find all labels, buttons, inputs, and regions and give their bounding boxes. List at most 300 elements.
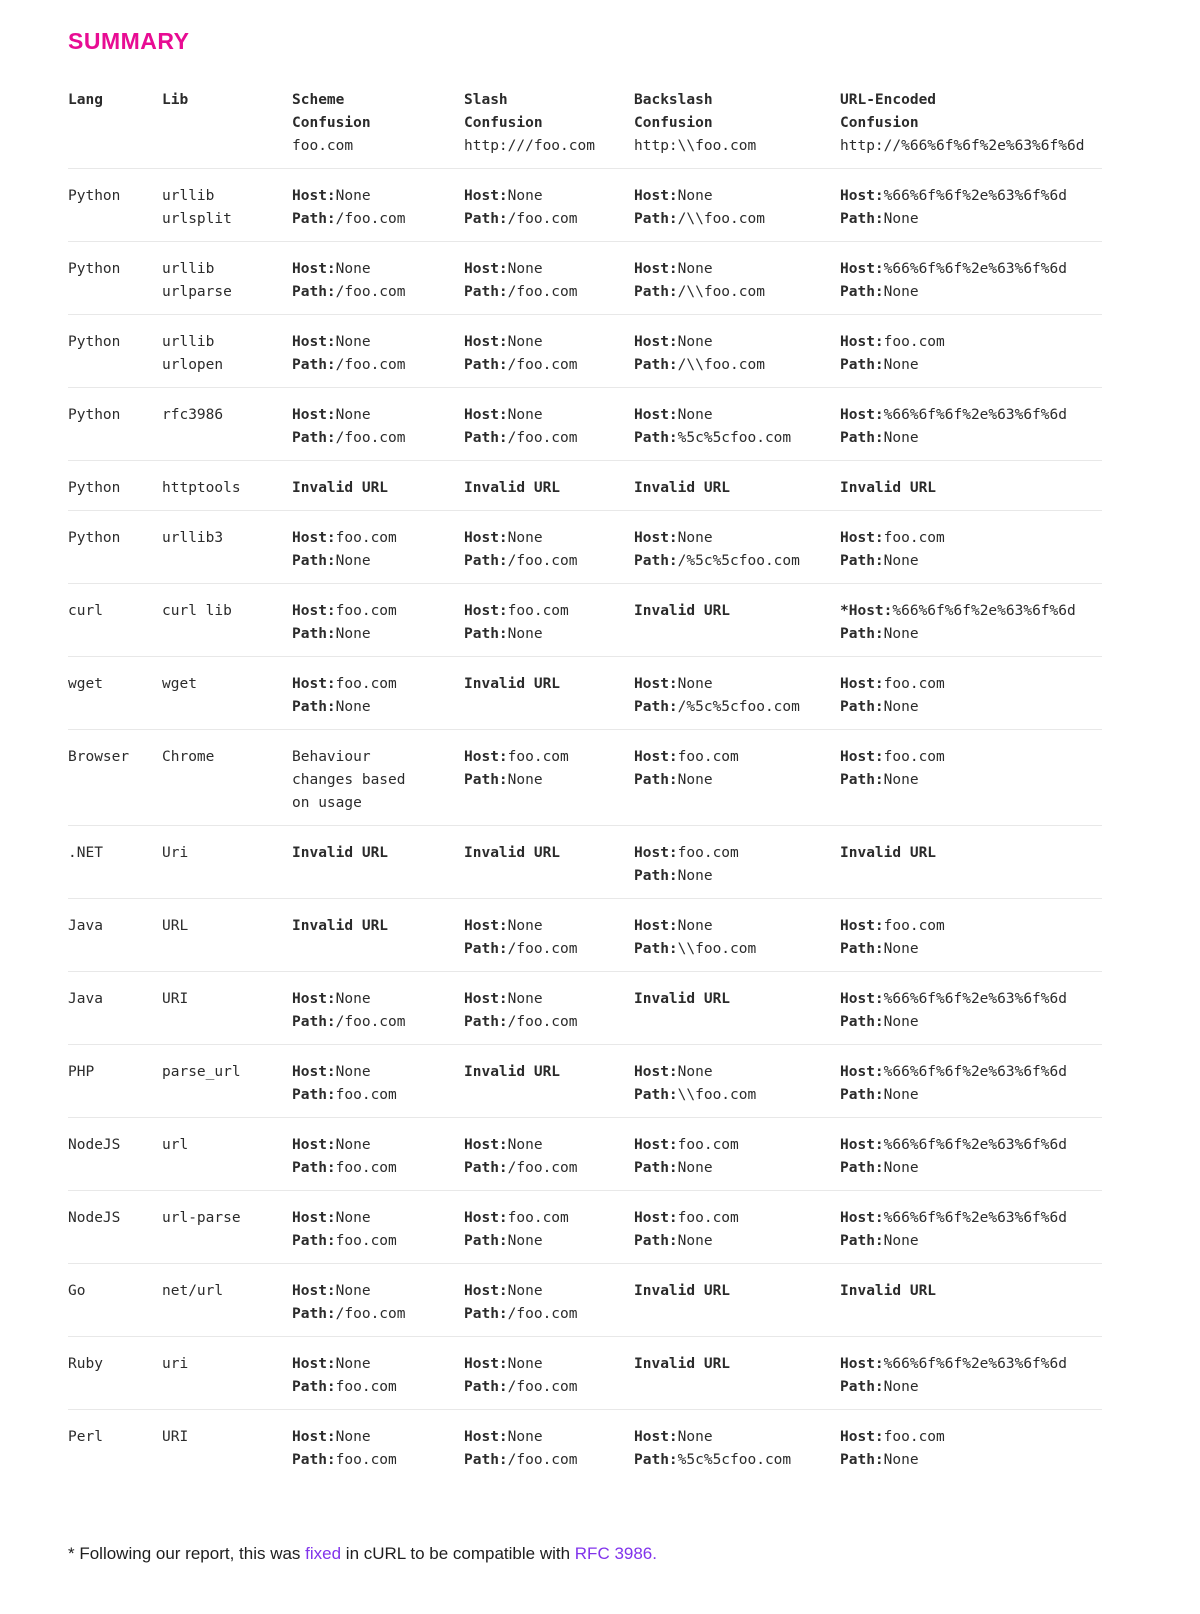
table-row xyxy=(68,241,1102,314)
kv-value: None xyxy=(883,699,919,715)
column-header-label: Lang xyxy=(68,92,103,108)
kv-key: Path: xyxy=(464,430,508,446)
kv-value: foo.com xyxy=(883,676,945,692)
kv-value: /foo.com xyxy=(335,211,406,227)
invalid-url-label: Invalid URL xyxy=(840,480,937,496)
kv-value: None xyxy=(335,1210,371,1226)
result-cell xyxy=(464,1061,634,1107)
kv-key: Path: xyxy=(292,553,336,569)
result-cell xyxy=(292,477,464,500)
result-cell xyxy=(292,527,464,573)
kv-value: None xyxy=(883,1233,919,1249)
invalid-url-label: Invalid URL xyxy=(464,480,561,496)
lang-cell: Browser xyxy=(68,749,130,765)
kv-value: /foo.com xyxy=(335,284,406,300)
kv-value: foo.com xyxy=(335,1233,397,1249)
table-row xyxy=(68,656,1102,729)
table-row xyxy=(68,729,1102,825)
kv-key: Path: xyxy=(292,1233,336,1249)
result-cell xyxy=(840,1207,1102,1253)
lang-cell: Python xyxy=(68,407,121,423)
kv-value: %66%6f%6f%2e%63%6f%6d xyxy=(883,1137,1067,1153)
result-cell xyxy=(292,1280,464,1326)
kv-value: %66%6f%6f%2e%63%6f%6d xyxy=(883,261,1067,277)
kv-value: foo.com xyxy=(677,1210,739,1226)
kv-key: Path: xyxy=(292,626,336,642)
result-cell xyxy=(464,1134,634,1180)
lib-line: rfc3986 xyxy=(162,407,224,423)
table-row xyxy=(68,1117,1102,1190)
result-cell xyxy=(292,988,464,1034)
kv-key: Host: xyxy=(634,1429,678,1445)
kv-value: None xyxy=(507,1137,543,1153)
result-cell xyxy=(840,477,1102,500)
lib-cell xyxy=(162,1134,292,1180)
kv-value: None xyxy=(507,261,543,277)
kv-key: Host: xyxy=(464,1429,508,1445)
result-cell xyxy=(292,746,464,815)
result-cell xyxy=(634,915,840,961)
table-row xyxy=(68,510,1102,583)
kv-value: /foo.com xyxy=(507,357,578,373)
column-header-backslash xyxy=(634,89,840,158)
kv-value: None xyxy=(507,1356,543,1372)
lib-line: url xyxy=(162,1137,189,1153)
kv-value: foo.com xyxy=(677,1137,739,1153)
kv-key: Path: xyxy=(840,1087,884,1103)
kv-value: None xyxy=(507,407,543,423)
lib-line: net/url xyxy=(162,1283,224,1299)
footnote-text: * Following our report, this was xyxy=(68,1544,306,1563)
kv-key: Host: xyxy=(634,1210,678,1226)
kv-value: None xyxy=(677,334,713,350)
lang-cell: curl xyxy=(68,603,103,619)
lib-line: Uri xyxy=(162,845,189,861)
column-header-lib xyxy=(162,89,292,158)
column-header-label: Confusion xyxy=(840,115,919,131)
kv-key: Path: xyxy=(464,772,508,788)
kv-value: None xyxy=(677,1429,713,1445)
kv-value: %66%6f%6f%2e%63%6f%6d xyxy=(892,603,1076,619)
lib-cell xyxy=(162,185,292,231)
kv-key: Host: xyxy=(840,676,884,692)
kv-value: None xyxy=(335,261,371,277)
kv-value: foo.com xyxy=(335,1452,397,1468)
kv-key: Path: xyxy=(634,211,678,227)
kv-key: Path: xyxy=(634,430,678,446)
kv-key: Host: xyxy=(292,530,336,546)
kv-value: None xyxy=(677,1160,713,1176)
kv-key: Path: xyxy=(634,941,678,957)
kv-value: /foo.com xyxy=(335,1014,406,1030)
result-cell xyxy=(840,746,1102,815)
result-cell xyxy=(464,746,634,815)
lang-cell: Java xyxy=(68,918,103,934)
kv-key: Host: xyxy=(292,1210,336,1226)
column-header-slash xyxy=(464,89,634,158)
kv-value: %66%6f%6f%2e%63%6f%6d xyxy=(883,1210,1067,1226)
kv-key: Path: xyxy=(634,357,678,373)
kv-value: None xyxy=(335,1356,371,1372)
result-cell xyxy=(464,673,634,719)
kv-key: Path: xyxy=(840,941,884,957)
lang-cell: Python xyxy=(68,334,121,350)
kv-value: foo.com xyxy=(335,676,397,692)
kv-value: /foo.com xyxy=(507,553,578,569)
result-cell xyxy=(464,477,634,500)
kv-key: Host: xyxy=(840,530,884,546)
kv-key: Path: xyxy=(840,553,884,569)
kv-key: Path: xyxy=(840,357,884,373)
lib-line: urllib3 xyxy=(162,530,224,546)
lang-cell: Python xyxy=(68,188,121,204)
lang-cell: wget xyxy=(68,676,103,692)
kv-value: /foo.com xyxy=(335,430,406,446)
kv-key: Path: xyxy=(634,699,678,715)
kv-key: Host: xyxy=(634,1064,678,1080)
kv-key: Host: xyxy=(634,845,678,861)
lib-cell xyxy=(162,746,292,815)
kv-key: Host: xyxy=(464,991,508,1007)
column-example-url: http:///foo.com xyxy=(464,138,595,154)
kv-key: Path: xyxy=(464,284,508,300)
kv-key: Host: xyxy=(292,334,336,350)
kv-key: Host: xyxy=(292,188,336,204)
kv-key: Host: xyxy=(840,1210,884,1226)
kv-key: Host: xyxy=(464,1283,508,1299)
column-header-url-encoded xyxy=(840,89,1102,158)
kv-value: foo.com xyxy=(677,749,739,765)
kv-value: None xyxy=(507,1233,543,1249)
lib-cell xyxy=(162,988,292,1034)
kv-value: /foo.com xyxy=(335,1306,406,1322)
table-row xyxy=(68,1190,1102,1263)
lib-line: urlsplit xyxy=(162,211,232,227)
behaviour-note: Behaviour changes based on usage xyxy=(292,749,406,811)
lib-line: curl lib xyxy=(162,603,232,619)
result-cell xyxy=(464,1280,634,1326)
kv-value: None xyxy=(335,553,371,569)
invalid-url-label: Invalid URL xyxy=(634,603,731,619)
result-cell xyxy=(464,404,634,450)
lib-line: urllib xyxy=(162,261,215,277)
lib-line: parse_url xyxy=(162,1064,241,1080)
kv-key: Path: xyxy=(840,430,884,446)
lang-cell: Ruby xyxy=(68,1356,103,1372)
lib-line: URL xyxy=(162,918,189,934)
result-cell xyxy=(464,185,634,231)
table-row xyxy=(68,898,1102,971)
kv-value: /foo.com xyxy=(335,357,406,373)
lib-cell xyxy=(162,600,292,646)
kv-key: Host: xyxy=(634,407,678,423)
kv-key: Path: xyxy=(634,553,678,569)
kv-value: None xyxy=(507,991,543,1007)
kv-key: Host: xyxy=(634,530,678,546)
column-header-lang xyxy=(68,89,162,158)
kv-value: foo.com xyxy=(335,530,397,546)
kv-value: None xyxy=(883,772,919,788)
kv-key: Path: xyxy=(634,868,678,884)
kv-value: None xyxy=(335,1064,371,1080)
kv-value: None xyxy=(335,1137,371,1153)
invalid-url-label: Invalid URL xyxy=(840,845,937,861)
kv-key: Path: xyxy=(292,357,336,373)
result-cell xyxy=(634,477,840,500)
lib-cell xyxy=(162,1426,292,1472)
kv-key: Path: xyxy=(292,1379,336,1395)
lib-cell xyxy=(162,258,292,304)
kv-key: Path: xyxy=(464,211,508,227)
lib-cell xyxy=(162,1353,292,1399)
result-cell xyxy=(464,258,634,304)
result-cell xyxy=(840,1134,1102,1180)
result-cell xyxy=(292,258,464,304)
kv-value: None xyxy=(507,530,543,546)
kv-value: None xyxy=(883,941,919,957)
kv-key: Path: xyxy=(464,357,508,373)
column-header-label: Scheme xyxy=(292,92,345,108)
kv-value: None xyxy=(883,1452,919,1468)
kv-value: None xyxy=(883,1160,919,1176)
result-cell xyxy=(464,331,634,377)
lib-line: httptools xyxy=(162,480,241,496)
kv-value: None xyxy=(883,1087,919,1103)
result-cell xyxy=(840,1061,1102,1107)
table-row xyxy=(68,1263,1102,1336)
kv-value: None xyxy=(335,1283,371,1299)
kv-value: %66%6f%6f%2e%63%6f%6d xyxy=(883,1356,1067,1372)
column-header-label: Lib xyxy=(162,92,189,108)
result-cell xyxy=(464,527,634,573)
kv-key: Host: xyxy=(634,261,678,277)
kv-value: None xyxy=(883,284,919,300)
result-cell xyxy=(840,673,1102,719)
result-cell xyxy=(840,404,1102,450)
kv-key: *Host: xyxy=(840,603,893,619)
kv-key: Path: xyxy=(292,1160,336,1176)
kv-value: foo.com xyxy=(507,1210,569,1226)
kv-value: None xyxy=(335,334,371,350)
lib-line: urllib xyxy=(162,188,215,204)
kv-value: None xyxy=(507,1429,543,1445)
column-example-url: http://%66%6f%6f%2e%63%6f%6d xyxy=(840,138,1085,154)
result-cell xyxy=(634,1207,840,1253)
kv-key: Path: xyxy=(840,699,884,715)
lang-cell: Perl xyxy=(68,1429,103,1445)
kv-key: Host: xyxy=(464,918,508,934)
lib-cell xyxy=(162,915,292,961)
kv-value: /foo.com xyxy=(507,284,578,300)
footnote-link[interactable]: fixed xyxy=(305,1544,342,1563)
kv-key: Host: xyxy=(840,1064,884,1080)
invalid-url-label: Invalid URL xyxy=(634,1356,731,1372)
kv-key: Host: xyxy=(464,261,508,277)
kv-key: Host: xyxy=(464,1137,508,1153)
invalid-url-label: Invalid URL xyxy=(464,676,561,692)
kv-value: %5c%5cfoo.com xyxy=(677,1452,792,1468)
kv-key: Path: xyxy=(840,772,884,788)
kv-key: Host: xyxy=(840,261,884,277)
lang-cell: NodeJS xyxy=(68,1210,121,1226)
kv-key: Path: xyxy=(292,699,336,715)
kv-key: Host: xyxy=(292,991,336,1007)
column-header-label: Confusion xyxy=(464,115,543,131)
kv-value: /\\foo.com xyxy=(677,284,765,300)
table-row xyxy=(68,168,1102,241)
kv-key: Path: xyxy=(464,1014,508,1030)
kv-key: Host: xyxy=(840,991,884,1007)
result-cell xyxy=(840,1353,1102,1399)
invalid-url-label: Invalid URL xyxy=(292,480,389,496)
column-header-scheme xyxy=(292,89,464,158)
kv-key: Host: xyxy=(292,676,336,692)
result-cell xyxy=(292,331,464,377)
kv-key: Host: xyxy=(840,1356,884,1372)
result-cell xyxy=(634,404,840,450)
kv-key: Host: xyxy=(292,1064,336,1080)
kv-key: Path: xyxy=(464,553,508,569)
kv-value: None xyxy=(677,261,713,277)
kv-value: /foo.com xyxy=(507,941,578,957)
column-example-url: foo.com xyxy=(292,138,354,154)
result-cell xyxy=(840,915,1102,961)
result-cell xyxy=(292,404,464,450)
kv-value: None xyxy=(507,1283,543,1299)
column-example-url: http:\\foo.com xyxy=(634,138,757,154)
kv-value: None xyxy=(335,991,371,1007)
kv-key: Host: xyxy=(464,530,508,546)
kv-value: None xyxy=(507,626,543,642)
lib-line: url-parse xyxy=(162,1210,241,1226)
kv-value: %5c%5cfoo.com xyxy=(677,430,792,446)
kv-value: None xyxy=(507,918,543,934)
kv-value: /foo.com xyxy=(507,1452,578,1468)
lib-line: URI xyxy=(162,991,189,1007)
kv-key: Path: xyxy=(840,211,884,227)
table-row xyxy=(68,583,1102,656)
kv-value: None xyxy=(677,188,713,204)
kv-key: Host: xyxy=(840,407,884,423)
column-header-label: URL-Encoded xyxy=(840,92,937,108)
kv-key: Path: xyxy=(292,211,336,227)
kv-value: /\\foo.com xyxy=(677,357,765,373)
kv-key: Host: xyxy=(292,1283,336,1299)
result-cell xyxy=(634,673,840,719)
lib-cell xyxy=(162,404,292,450)
table-row xyxy=(68,971,1102,1044)
kv-value: /%5c%5cfoo.com xyxy=(677,699,800,715)
kv-key: Path: xyxy=(634,1452,678,1468)
result-cell xyxy=(840,331,1102,377)
kv-key: Path: xyxy=(840,1233,884,1249)
result-cell xyxy=(840,842,1102,888)
result-cell xyxy=(634,988,840,1034)
kv-value: None xyxy=(883,553,919,569)
column-header-label: Confusion xyxy=(634,115,713,131)
kv-key: Host: xyxy=(634,1137,678,1153)
lang-cell: Java xyxy=(68,991,103,1007)
kv-key: Host: xyxy=(840,1137,884,1153)
kv-key: Host: xyxy=(634,918,678,934)
kv-key: Host: xyxy=(292,261,336,277)
kv-key: Host: xyxy=(840,749,884,765)
result-cell xyxy=(292,185,464,231)
kv-key: Path: xyxy=(292,1452,336,1468)
lib-line: wget xyxy=(162,676,197,692)
result-cell xyxy=(840,1426,1102,1472)
kv-key: Path: xyxy=(840,1379,884,1395)
kv-value: None xyxy=(335,407,371,423)
result-cell xyxy=(292,842,464,888)
result-cell xyxy=(464,600,634,646)
kv-key: Host: xyxy=(634,749,678,765)
result-cell xyxy=(634,1134,840,1180)
result-cell xyxy=(464,1353,634,1399)
result-cell xyxy=(840,1280,1102,1326)
table-row xyxy=(68,825,1102,898)
result-cell xyxy=(292,1061,464,1107)
result-cell xyxy=(634,746,840,815)
lib-cell xyxy=(162,331,292,377)
lib-cell xyxy=(162,673,292,719)
lang-cell: Python xyxy=(68,480,121,496)
kv-key: Host: xyxy=(840,918,884,934)
lib-line: Chrome xyxy=(162,749,215,765)
kv-value: foo.com xyxy=(507,603,569,619)
kv-key: Path: xyxy=(464,1306,508,1322)
lang-cell: Go xyxy=(68,1283,86,1299)
kv-key: Path: xyxy=(464,1160,508,1176)
table-row xyxy=(68,1044,1102,1117)
kv-key: Host: xyxy=(464,603,508,619)
footnote xyxy=(68,1544,1140,1564)
kv-value: foo.com xyxy=(335,1379,397,1395)
kv-key: Host: xyxy=(840,334,884,350)
kv-value: None xyxy=(677,772,713,788)
footnote-text: in cURL to be compatible with xyxy=(341,1544,575,1563)
kv-value: /foo.com xyxy=(507,1306,578,1322)
lang-cell: NodeJS xyxy=(68,1137,121,1153)
kv-key: Path: xyxy=(464,1379,508,1395)
footnote-link[interactable]: RFC 3986. xyxy=(574,1544,657,1563)
kv-key: Host: xyxy=(634,188,678,204)
result-cell xyxy=(634,600,840,646)
result-cell xyxy=(634,1426,840,1472)
result-cell xyxy=(840,600,1102,646)
result-cell xyxy=(292,1353,464,1399)
lang-cell: PHP xyxy=(68,1064,95,1080)
kv-value: None xyxy=(335,188,371,204)
result-cell xyxy=(292,1426,464,1472)
kv-key: Host: xyxy=(292,407,336,423)
lib-cell xyxy=(162,1207,292,1253)
table-row xyxy=(68,1409,1102,1482)
kv-key: Host: xyxy=(464,1210,508,1226)
result-cell xyxy=(634,258,840,304)
table-header-row xyxy=(68,89,1102,168)
table-row xyxy=(68,460,1102,510)
kv-value: None xyxy=(677,407,713,423)
kv-key: Path: xyxy=(634,1233,678,1249)
kv-value: foo.com xyxy=(883,749,945,765)
result-cell xyxy=(292,600,464,646)
kv-key: Path: xyxy=(464,1452,508,1468)
kv-key: Host: xyxy=(464,749,508,765)
kv-value: None xyxy=(883,1379,919,1395)
kv-value: foo.com xyxy=(335,1160,397,1176)
kv-value: \\foo.com xyxy=(677,1087,757,1103)
